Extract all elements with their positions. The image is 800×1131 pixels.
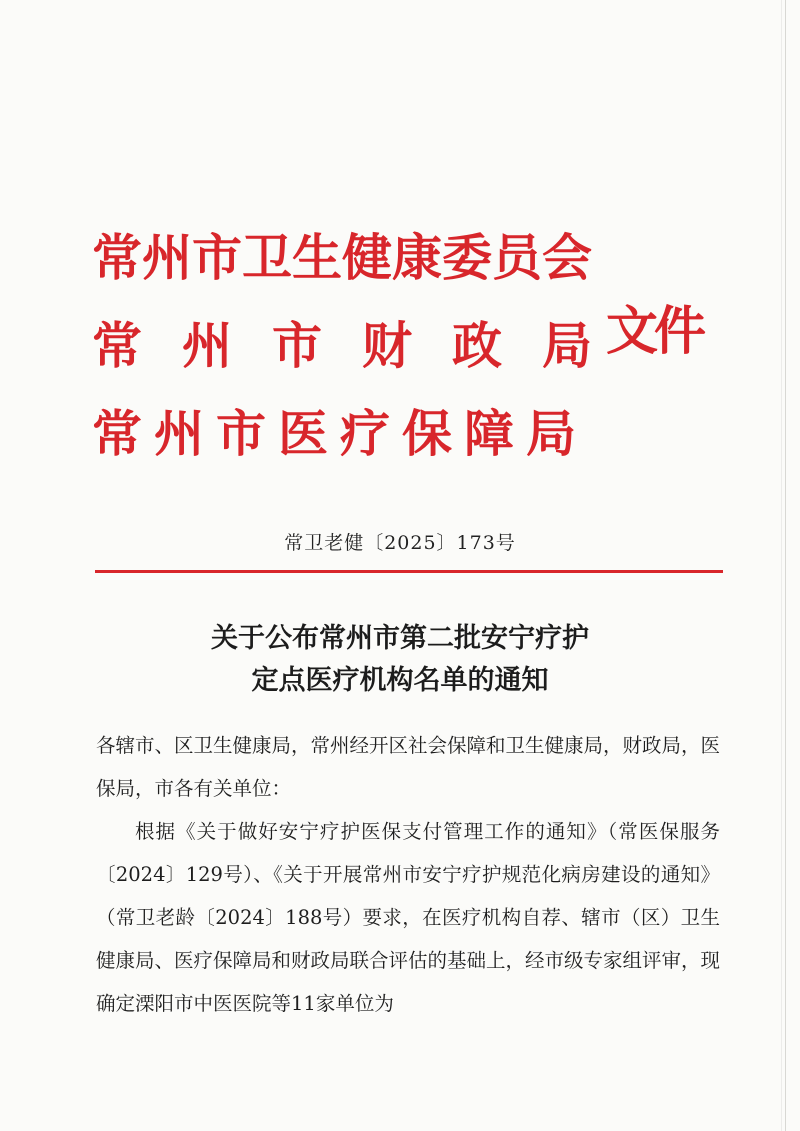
body-paragraph: 根据《关于做好安宁疗护医保支付管理工作的通知》（常医保服务〔2024〕129号）、《关于开展常州市安宁疗护规范化病房建设的通知》（常卫老龄〔2024〕188号）要求，在医疗机构自荐、辖市（区）卫生健康局、医疗保障局和财政局联合评估的基础上，经市级专家组评审，现确定溧阳市中医医院等11家单位为 bbox=[96, 820, 721, 1015]
agency-medical-security-bureau: 常州市医疗保障局 bbox=[92, 404, 588, 463]
salutation: 各辖市、区卫生健康局，常州经开区社会保障和卫生健康局，财政局，医保局，市各有关单位： bbox=[96, 734, 721, 800]
document-number: 常卫老健〔2025〕173号 bbox=[284, 532, 516, 554]
page-edge bbox=[785, 0, 786, 1131]
document-suffix: 文件 bbox=[606, 301, 703, 362]
red-separator-line bbox=[95, 570, 723, 573]
title-line-2: 定点医疗机构名单的通知 bbox=[251, 665, 549, 696]
agency-health-commission: 常州市卫生健康委员会 bbox=[92, 228, 592, 287]
title-line-1: 关于公布常州市第二批安宁疗护 bbox=[211, 623, 589, 654]
page-edge-shadow bbox=[781, 0, 782, 1131]
document-body bbox=[96, 724, 720, 1025]
agency-finance-bureau: 常州市财政局 bbox=[92, 316, 632, 375]
document-title bbox=[0, 618, 800, 702]
